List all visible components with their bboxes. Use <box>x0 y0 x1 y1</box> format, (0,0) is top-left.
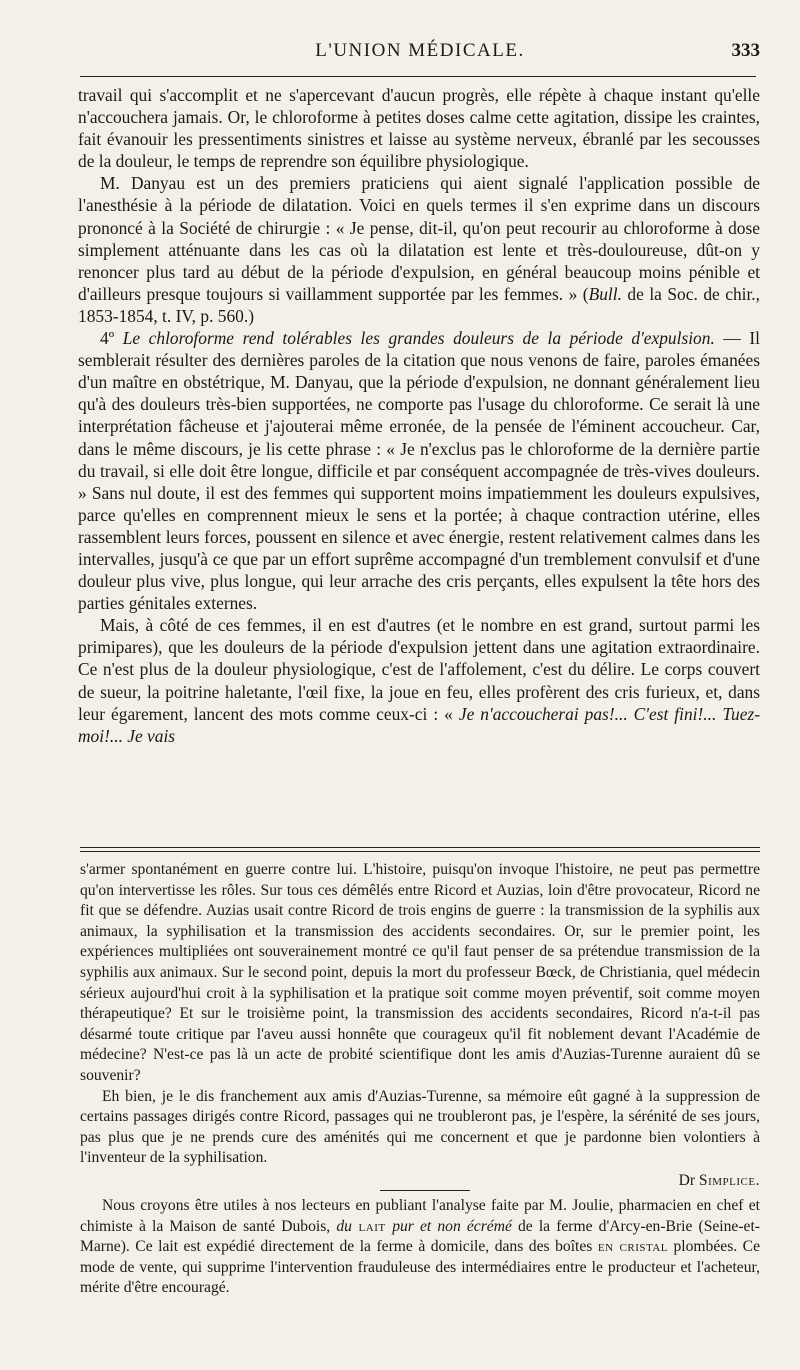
main-paragraph-3 <box>78 327 760 614</box>
separator-rule <box>380 1190 470 1191</box>
feuilleton-paragraph-1: s'armer spontanément en guerre contre lui. L'histoire, puisqu'on invoque l'histoire, ne peut pas permettre qu'on intervertisse les rôles. Sur tous ces démêlés entre Ricord et Auzias, loin d'être provocateur, Ricord ne fit que se défendre. Auzias usait contre Ricord de trois engins de guerre : la transmission de la syphilis aux animaux, la syphilisation et la transmission des accidents secondaires. Or, sur le premier point, les expériences multipliées ont souverainement montré ce qu'il faut penser de sa prétendue transmission de la syphilis aux animaux. Sur le second point, depuis la mort du professeur Bœck, de Christiania, quel médecin sérieux aujourd'hui croit à la syphilisation et la pratique soit comme moyen préventif, soit comme moyen thérapeutique? Et sur le troisième point, la transmission des accidents secondaires, Ricord n'a-t-il pas désarmé toute critique par l'aveu aussi honnête que courageux qu'il fit noblement devant l'Académie de médecine? N'est-ce pas là un acte de probité scientifique dont les amis d'Auzias-Turenne auraient dû se souvenir? <box>80 861 760 1084</box>
main-article <box>78 84 760 747</box>
signature-prefix: Dr <box>678 1171 699 1189</box>
signature <box>80 1171 760 1192</box>
signature-name: Simplice. <box>698 1171 760 1189</box>
running-head <box>80 40 760 70</box>
notice-paragraph <box>80 1196 760 1299</box>
feuilleton-section <box>80 860 760 1192</box>
main-paragraph-1: travail qui s'accomplit et ne s'apercevant d'aucun progrès, elle répète à chaque instant qu'elle n'accouchera jamais. Or, le chloroforme à petites doses calme cette agitation, dissipe les craintes, fait évanouir les pressentiments sinistres et laisse au système nerveux, ébranlé par les secousses de la douleur, le temps de reprendre son équilibre physiologique. <box>78 85 760 172</box>
feuilleton-rule-top <box>80 847 760 848</box>
notice-italic-du: du <box>336 1217 352 1235</box>
paragraph-4-text: Mais, à côté de ces femmes, il en est d'autres (et le nombre en est grand, surtout parmi les primipares), que les douleurs de la période d'expulsion jettent dans une agitation extraordinaire. Ce n'est plus de la douleur physiologique, c'est de l'affolement, c'est du délire. Le corps couvert de sueur, la poitrine haletante, l'œil fixe, la joue en feu, elles profèrent des cris furieux, et, dans leur égarement, lancent des mots comme ceux-ci : « <box>78 615 760 724</box>
notice-text-2: de la ferme d'Arcy-en-Brie (Seine-et-Marne). Ce lait est expédié directement de la ferme à domicile, dans des boîtes <box>80 1217 760 1256</box>
notice-text-3: plombées. Ce mode de vente, qui supprime l'intervention frauduleuse des intermédiaires entre le producteur et l'acheteur, mérite d'être encouragé. <box>80 1238 760 1297</box>
notice-en-cristal: en cristal <box>597 1238 668 1256</box>
main-paragraph-4 <box>78 614 760 747</box>
notice-italic-pur: pur et non écrémé <box>392 1217 512 1235</box>
citation-details: de la Soc. de chir., 1853-1854, t. IV, p. 560.) <box>78 283 760 326</box>
notice-text-1: Nous croyons être utiles à nos lecteurs en publiant l'analyse faite par M. Joulie, pharmacien en chef et chimiste à la Maison de santé Dubois, <box>80 1197 760 1235</box>
header-rule <box>80 76 756 77</box>
section-number: 4º <box>100 328 123 349</box>
citation-journal: Bull. <box>588 283 622 304</box>
notice-lait: lait <box>351 1217 393 1235</box>
section-heading: Le chloroforme rend tolérables les grandes douleurs de la période d'expulsion. <box>122 328 715 349</box>
main-paragraph-2 <box>78 172 760 327</box>
page-number: 333 <box>731 40 760 61</box>
danyau-quote: M. Danyau est un des premiers praticiens qui aient signalé l'application possible de l'anesthésie à la période de dilatation. Voici en quels termes il s'en exprime dans un discours prononcé à la Société de chirurgie : « Je pense, dit-il, qu'on peut recourir au chloroforme à dose simplement atténuante dans les cas où la dilatation est lente et très-douloureuse, dût-on y renoncer plus tard au début de la période d'expulsion, en général beaucoup moins pénible et d'ailleurs presque toujours si vaillamment supportée par les femmes. » ( <box>78 173 760 304</box>
paragraph-4-italic-quote: Je n'accoucherai pas!... C'est fini!... Tuez-moi!... Je vais <box>78 703 760 746</box>
feuilleton-rule-bottom <box>80 851 760 852</box>
section-text: — Il semblerait résulter des dernières paroles de la citation que nous venons de faire, paroles émanées d'un maître en obstétrique, M. Danyau, que la période d'expulsion, ne donnant généralement lieu qu'à des douleurs très-bien supportées, ne comporte pas l'usage du chloroforme. Ce serait là une interprétation fâcheuse et j'ajouterai même erronée, de la pensée de l'éminent accoucheur. Car, dans le même discours, je lis cette phrase : « Je n'exclus pas le chloroforme de la dernière partie du travail, si elle doit être longue, difficile et par conséquent accompagnée de très-vives douleurs. » Sans nul doute, il est des femmes qui supportent moins impatiemment les douleurs expulsives, parce qu'elles en comprennent mieux le sens et la portée; à chaque contraction utérine, elles rassemblent leurs forces, poussent en silence et avec énergie, restent relativement calmes dans les intervalles, jusqu'à ce que par un effort suprême accompagné d'un tremblement convulsif et d'une douleur plus vive, plus longue, qui leur arrache des cris perçants, elles expulsent la tête hors des parties génitales externes. <box>78 328 760 614</box>
milk-notice <box>80 1196 760 1299</box>
journal-title: L'UNION MÉDICALE. <box>315 40 525 61</box>
feuilleton-paragraph-2: Eh bien, je le dis franchement aux amis d'Auzias-Turenne, sa mémoire eût gagné à la suppression de certains passages dirigés contre Ricord, passages qui ne troubleront pas, je l'espère, la sérénité de ses jours, pas plus que je ne prends cure des aménités qui me concernent et que je pardonne bien volontiers à l'inventeur de la syphilisation. <box>80 1087 760 1167</box>
